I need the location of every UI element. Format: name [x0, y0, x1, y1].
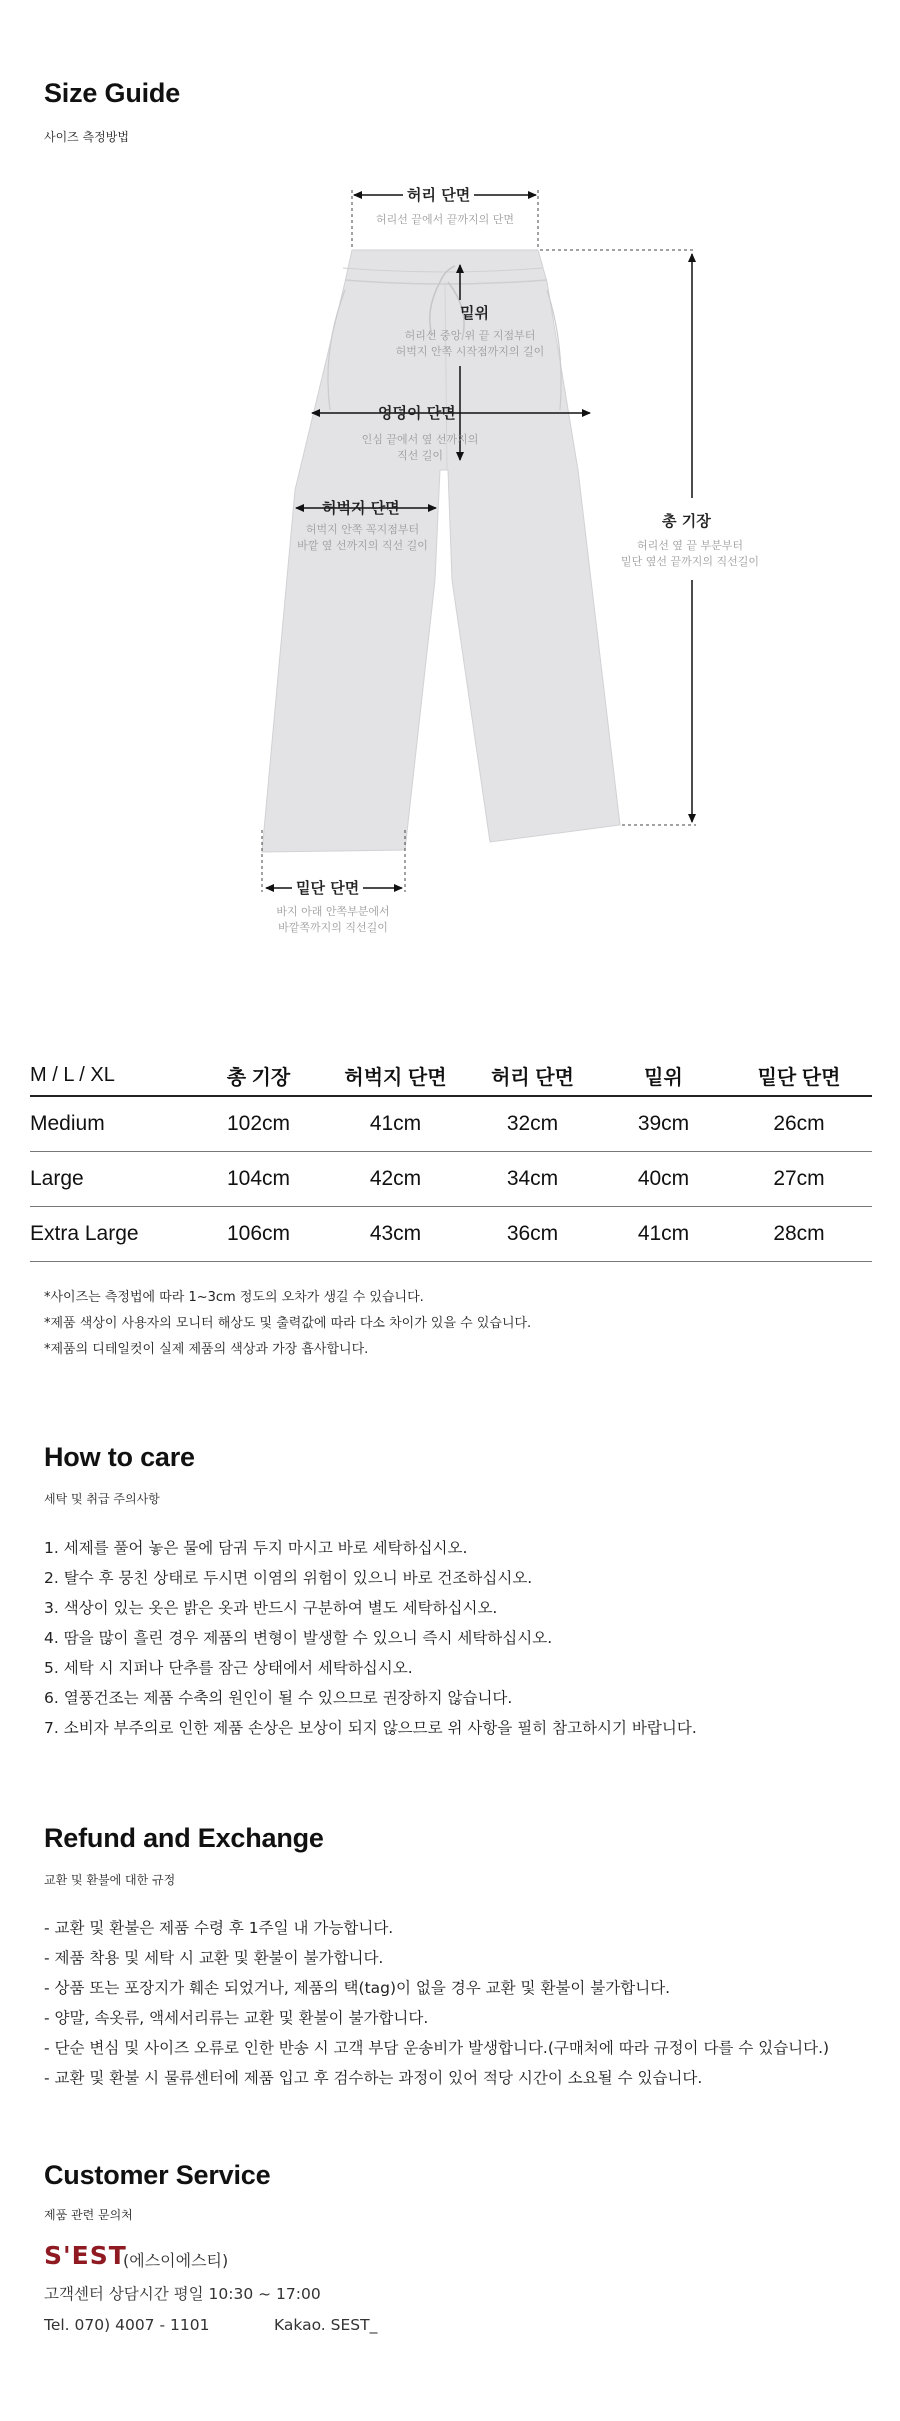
cell-length: 106cm	[190, 1206, 327, 1261]
rise-desc-2: 허벅지 안쪽 시작점까지의 길이	[395, 345, 545, 358]
customer-service-title: Customer Service	[44, 2160, 271, 2190]
cell-length: 102cm	[190, 1096, 327, 1151]
size-guide-subtitle: 사이즈 측정방법	[44, 130, 129, 144]
list-item: 1. 세제를 풀어 놓은 물에 담궈 두지 마시고 바로 세탁하십시오.	[44, 1539, 468, 1557]
refund-title: Refund and Exchange	[44, 1823, 324, 1853]
brand-logo: S'EST	[44, 2241, 127, 2270]
length-label: 총 기장	[658, 510, 715, 531]
size-table	[30, 1056, 872, 1262]
thigh-desc-1: 허벅지 안쪽 꼭지점부터	[305, 523, 420, 536]
hem-desc-1: 바지 아래 안쪽부분에서	[276, 905, 390, 918]
cell-rise: 40cm	[601, 1151, 726, 1206]
hem-desc-2: 바깥쪽까지의 직선길이	[278, 921, 388, 934]
table-row	[30, 1151, 872, 1206]
care-title: How to care	[44, 1442, 195, 1472]
cell-size: Large	[30, 1151, 190, 1206]
list-item: 5. 세탁 시 지퍼나 단추를 잠근 상태에서 세탁하십시오.	[44, 1659, 413, 1677]
list-item: 6. 열풍건조는 제품 수축의 원인이 될 수 있으므로 권장하지 않습니다.	[44, 1689, 513, 1707]
list-item: 7. 소비자 부주의로 인한 제품 손상은 보상이 되지 않으므로 위 사항을 필히 참고하시기 바랍니다.	[44, 1719, 697, 1737]
cell-size: Extra Large	[30, 1206, 190, 1261]
list-item: - 상품 또는 포장지가 훼손 되었거나, 제품의 택(tag)이 없을 경우 교환 및 환불이 불가합니다.	[44, 1979, 671, 1997]
care-subtitle: 세탁 및 취급 주의사항	[44, 1492, 160, 1506]
header-size: M / L / XL	[30, 1056, 190, 1096]
table-row	[30, 1096, 872, 1151]
customer-service-subtitle: 제품 관련 문의처	[44, 2208, 133, 2222]
hem-label: 밑단 단면	[292, 877, 363, 898]
brand-logo-subtitle: (에스이에스티)	[123, 2251, 229, 2270]
size-note: *사이즈는 측정법에 따라 1~3cm 정도의 오차가 생길 수 있습니다.	[44, 1290, 424, 1305]
list-item: - 제품 착용 및 세탁 시 교환 및 환불이 불가합니다.	[44, 1949, 384, 1967]
rise-desc-1: 허리선 중앙 위 끝 지점부터	[404, 329, 536, 342]
cell-thigh: 42cm	[327, 1151, 464, 1206]
rise-label: 밑위	[460, 304, 489, 322]
cell-hem: 28cm	[726, 1206, 872, 1261]
size-note: *제품 색상이 사용자의 모니터 해상도 및 출력값에 따라 다소 차이가 있을 수 있습니다.	[44, 1316, 532, 1331]
waist-desc: 허리선 끝에서 끝까지의 단면	[375, 213, 514, 226]
header-waist: 허리 단면	[464, 1056, 601, 1096]
length-desc-2: 밑단 옆선 끝까지의 직선길이	[620, 555, 759, 568]
kakao-id: Kakao. SEST_	[274, 2316, 378, 2334]
header-thigh: 허벅지 단면	[327, 1056, 464, 1096]
hip-label: 엉덩이 단면	[378, 404, 456, 422]
cell-rise: 39cm	[601, 1096, 726, 1151]
hip-desc-1: 인심 끝에서 옆 선까지의	[361, 433, 479, 446]
list-item: - 양말, 속옷류, 액세서리류는 교환 및 환불이 불가합니다.	[44, 2009, 429, 2027]
list-item: 2. 탈수 후 뭉친 상태로 두시면 이염의 위험이 있으니 바로 건조하십시오.	[44, 1569, 533, 1587]
cell-length: 104cm	[190, 1151, 327, 1206]
refund-list	[44, 1913, 829, 2093]
cell-waist: 34cm	[464, 1151, 601, 1206]
header-rise: 밑위	[601, 1056, 726, 1096]
list-item: - 교환 및 환불은 제품 수령 후 1주일 내 가능합니다.	[44, 1919, 394, 1937]
list-item: 3. 색상이 있는 옷은 밝은 옷과 반드시 구분하여 별도 세탁하십시오.	[44, 1599, 498, 1617]
size-guide-title: Size Guide	[44, 78, 181, 108]
pants-illustration	[0, 170, 900, 950]
hip-desc-2: 직선 길이	[396, 449, 443, 462]
size-notes	[44, 1285, 531, 1363]
care-list	[44, 1533, 697, 1743]
cell-waist: 36cm	[464, 1206, 601, 1261]
list-item: 4. 땀을 많이 흘린 경우 제품의 변형이 발생할 수 있으니 즉시 세탁하십시오.	[44, 1629, 553, 1647]
cell-size: Medium	[30, 1096, 190, 1151]
cell-hem: 27cm	[726, 1151, 872, 1206]
cell-thigh: 43cm	[327, 1206, 464, 1261]
cell-rise: 41cm	[601, 1206, 726, 1261]
table-row	[30, 1206, 872, 1261]
thigh-label: 허벅지 단면	[322, 499, 400, 517]
thigh-desc-2: 바깥 옆 선까지의 직선 길이	[297, 539, 428, 552]
service-hours: 고객센터 상담시간 평일 10:30 ~ 17:00	[44, 2285, 321, 2303]
measurement-diagram	[0, 170, 900, 950]
header-hem: 밑단 단면	[726, 1056, 872, 1096]
refund-subtitle: 교환 및 환불에 대한 규정	[44, 1873, 176, 1887]
cell-thigh: 41cm	[327, 1096, 464, 1151]
waist-label: 허리 단면	[403, 184, 474, 205]
cell-hem: 26cm	[726, 1096, 872, 1151]
list-item: - 단순 변심 및 사이즈 오류로 인한 반송 시 고객 부담 운송비가 발생합니다.(구매처에 따라 규정이 다를 수 있습니다.)	[44, 2039, 830, 2057]
table-header-row	[30, 1056, 872, 1096]
header-length: 총 기장	[190, 1056, 327, 1096]
size-note: *제품의 디테일컷이 실제 제품의 색상과 가장 흡사합니다.	[44, 1342, 369, 1357]
cell-waist: 32cm	[464, 1096, 601, 1151]
phone-number: Tel. 070) 4007 - 1101	[44, 2316, 210, 2334]
length-desc-1: 허리선 옆 끝 부분부터	[636, 539, 744, 552]
list-item: - 교환 및 환불 시 물류센터에 제품 입고 후 검수하는 과정이 있어 적당 시간이 소요될 수 있습니다.	[44, 2069, 703, 2087]
